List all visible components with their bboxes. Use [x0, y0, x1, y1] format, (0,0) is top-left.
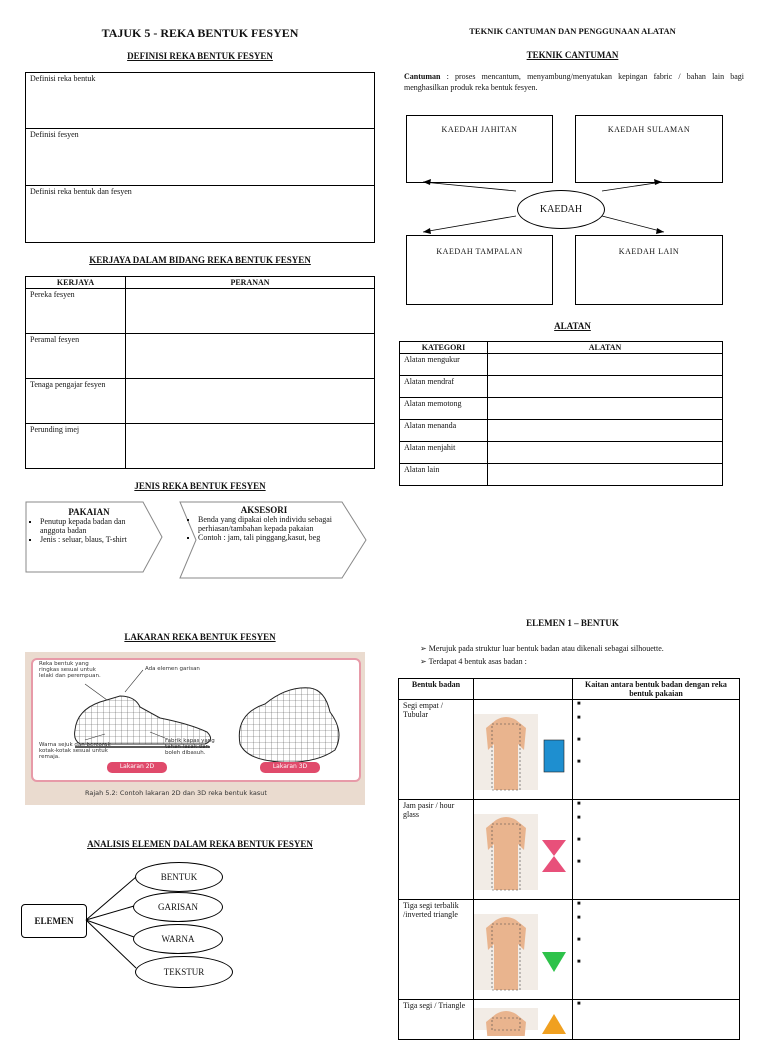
- bentuk-table: [398, 678, 740, 1040]
- kaitan-cell: [573, 800, 740, 900]
- tubular-shape-icon: [544, 740, 564, 772]
- kerjaya-heading: KERJAYA DALAM BIDANG REKA BENTUK FESYEN: [89, 255, 311, 265]
- bentuk-illustration: [474, 700, 573, 800]
- list-item: ➢ Merujuk pada struktur luar bentuk badan atau dikenali sebagai silhouette.: [420, 642, 750, 655]
- list-item: ▪ Benda yang dipakai oleh individu sebagai perhiasan/tambahan kepada pakaian: [198, 515, 340, 533]
- bentuk-header: Kaitan antara bentuk badan dengan reka bentuk pakaian: [573, 679, 740, 700]
- kaitan-cell: [573, 1000, 740, 1040]
- bullet-marker: ■: [577, 959, 581, 965]
- alatan-header: ALATAN: [488, 342, 723, 354]
- alatan-kategori: Alatan mengukur: [400, 354, 488, 376]
- elemen1-heading: ELEMEN 1 – BENTUK: [526, 618, 619, 628]
- pakaian-box: [30, 507, 148, 544]
- elemen-tekstur: TEKSTUR: [135, 956, 233, 988]
- kaedah-sulaman: KAEDAH SULAMAN: [607, 125, 691, 134]
- kerjaya-header: PERANAN: [126, 277, 375, 289]
- lakaran-caption: Rajah 5.2: Contoh lakaran 2D dan 3D reka bentuk kasut: [85, 789, 267, 797]
- bentuk-illustration: [474, 1000, 573, 1040]
- bullet-marker: ■: [577, 715, 581, 721]
- bentuk-illustration: [474, 800, 573, 900]
- aksesori-title: AKSESORI: [240, 505, 288, 515]
- lakaran-figure: [25, 652, 365, 805]
- list-item: ▪ Jenis : seluar, blaus, T-shirt: [40, 535, 148, 544]
- alatan-kategori: Alatan lain: [400, 464, 488, 486]
- table-row: [399, 700, 740, 800]
- kerjaya-cell: Pereka fesyen: [26, 289, 126, 334]
- table-row: [399, 900, 740, 1000]
- kaedah-center: [517, 190, 605, 229]
- cantuman-text: : proses mencantum, menyambung/menyatukan kepingan fabric / bahan lain bagi menghasilkan produk reka bentuk fesyen.: [404, 72, 744, 92]
- alatan-cell: [488, 398, 723, 420]
- alatan-heading: ALATAN: [554, 321, 591, 331]
- aksesori-list: [188, 515, 340, 542]
- kerjaya-cell: Tenaga pengajar fesyen: [26, 379, 126, 424]
- list-item: ➢ Terdapat 4 bentuk asas badan :: [420, 655, 750, 668]
- alatan-cell: [488, 464, 723, 486]
- kaedah-lain-box: [575, 235, 723, 305]
- label-2d: Lakaran 2D: [119, 763, 155, 770]
- body-figure: [474, 1000, 570, 1036]
- bentuk-illustration: [474, 900, 573, 1000]
- alatan-header: KATEGORI: [400, 342, 488, 354]
- elemen-bentuk: BENTUK: [135, 862, 223, 892]
- kaedah-tampalan: KAEDAH TAMPALAN: [436, 247, 523, 256]
- bullet-marker: ■: [577, 737, 581, 743]
- alatan-kategori: Alatan mendraf: [400, 376, 488, 398]
- kaedah-jahitan-box: [406, 115, 553, 183]
- cantuman-term: Cantuman: [404, 72, 441, 81]
- definisi-row: Definisi fesyen: [26, 129, 375, 186]
- bentuk-name: Tiga segi terbalik /inverted triangle: [399, 900, 474, 1000]
- body-figure: [474, 700, 570, 796]
- kerjaya-header: KERJAYA: [26, 277, 126, 289]
- alatan-table: [399, 341, 723, 486]
- hourglass-shape-icon: [542, 840, 566, 872]
- cantuman-definition: [404, 71, 744, 93]
- label-3d: Lakaran 3D: [272, 763, 308, 770]
- bullet-marker: ■: [577, 901, 581, 907]
- kaedah-lain: KAEDAH LAIN: [618, 247, 680, 256]
- alatan-cell: [488, 376, 723, 398]
- bullet-marker: ■: [577, 1001, 581, 1007]
- triangle-shape-icon: [542, 1014, 566, 1034]
- analisis-heading: ANALISIS ELEMEN DALAM REKA BENTUK FESYEN: [87, 839, 313, 849]
- alatan-kategori: Alatan menanda: [400, 420, 488, 442]
- alatan-kategori: Alatan menjahit: [400, 442, 488, 464]
- definisi-row: Definisi reka bentuk dan fesyen: [26, 186, 375, 243]
- alatan-cell: [488, 354, 723, 376]
- elemen-label: ELEMEN: [34, 916, 74, 926]
- bullet-marker: ■: [577, 937, 581, 943]
- elemen-garisan: GARISAN: [133, 892, 223, 922]
- kerjaya-cell: Perunding imej: [26, 424, 126, 469]
- bentuk-header: Bentuk badan: [399, 679, 474, 700]
- elemen-warna: WARNA: [133, 924, 223, 954]
- alatan-cell: [488, 420, 723, 442]
- kaedah-center-label: KAEDAH: [539, 204, 583, 215]
- bentuk-header: [474, 679, 573, 700]
- pakaian-title: PAKAIAN: [68, 507, 110, 517]
- page-title: TAJUK 5 - REKA BENTUK FESYEN: [101, 26, 299, 40]
- inverted-triangle-shape-icon: [542, 952, 566, 972]
- table-row: [399, 800, 740, 900]
- table-row: [399, 1000, 740, 1040]
- lakaran-note: Warna sejuk dan bercorak kotak-kotak sesuai untuk remaja.: [39, 742, 111, 760]
- elemen1-points: [420, 642, 750, 668]
- bentuk-name: Jam pasir / hour glass: [399, 800, 474, 900]
- bullet-marker: ■: [577, 701, 581, 707]
- definisi-row: Definisi reka bentuk: [26, 73, 375, 129]
- bullet-marker: ■: [577, 837, 581, 843]
- bullet-marker: ■: [577, 759, 581, 765]
- bullet-marker: ■: [577, 859, 581, 865]
- elemen-box: [21, 904, 87, 938]
- teknik-title: TEKNIK CANTUMAN DAN PENGGUNAAN ALATAN: [469, 26, 676, 36]
- list-item: ▪ Penutup kepada badan dan anggota badan: [40, 517, 148, 535]
- bullet-marker: ■: [577, 815, 581, 821]
- bentuk-name: Tiga segi / Triangle: [399, 1000, 474, 1040]
- bentuk-name: Segi empat / Tubular: [399, 700, 474, 800]
- bullet-marker: ■: [577, 915, 581, 921]
- kaedah-tampalan-box: [406, 235, 553, 305]
- body-figure: [474, 900, 570, 996]
- shoe-3d: [239, 688, 339, 762]
- kaitan-cell: [573, 900, 740, 1000]
- jenis-heading: JENIS REKA BENTUK FESYEN: [134, 481, 266, 491]
- kaedah-jahitan: KAEDAH JAHITAN: [441, 125, 518, 134]
- lakaran-note: Fabrik kapas yang tahan lasak dan boleh dibasuh.: [165, 738, 215, 756]
- lakaran-heading: LAKARAN REKA BENTUK FESYEN: [124, 632, 276, 642]
- teknik-heading: TEKNIK CANTUMAN: [526, 50, 619, 60]
- aksesori-box: [188, 505, 340, 542]
- bullet-marker: ■: [577, 801, 581, 807]
- pakaian-list: [30, 517, 148, 544]
- kerjaya-cell: Peramal fesyen: [26, 334, 126, 379]
- lakaran-note: Ada elemen garisan: [145, 666, 200, 672]
- definisi-heading: DEFINISI REKA BENTUK FESYEN: [127, 51, 273, 61]
- kaedah-sulaman-box: [575, 115, 723, 183]
- lakaran-note: Reka bentuk yang ringkas sesuai untuk lelaki dan perempuan.: [39, 661, 101, 679]
- alatan-kategori: Alatan memotong: [400, 398, 488, 420]
- kaitan-cell: [573, 700, 740, 800]
- alatan-cell: [488, 442, 723, 464]
- list-item: ▪ Contoh : jam, tali pinggang,kasut, beg: [198, 533, 340, 542]
- body-figure: [474, 800, 570, 896]
